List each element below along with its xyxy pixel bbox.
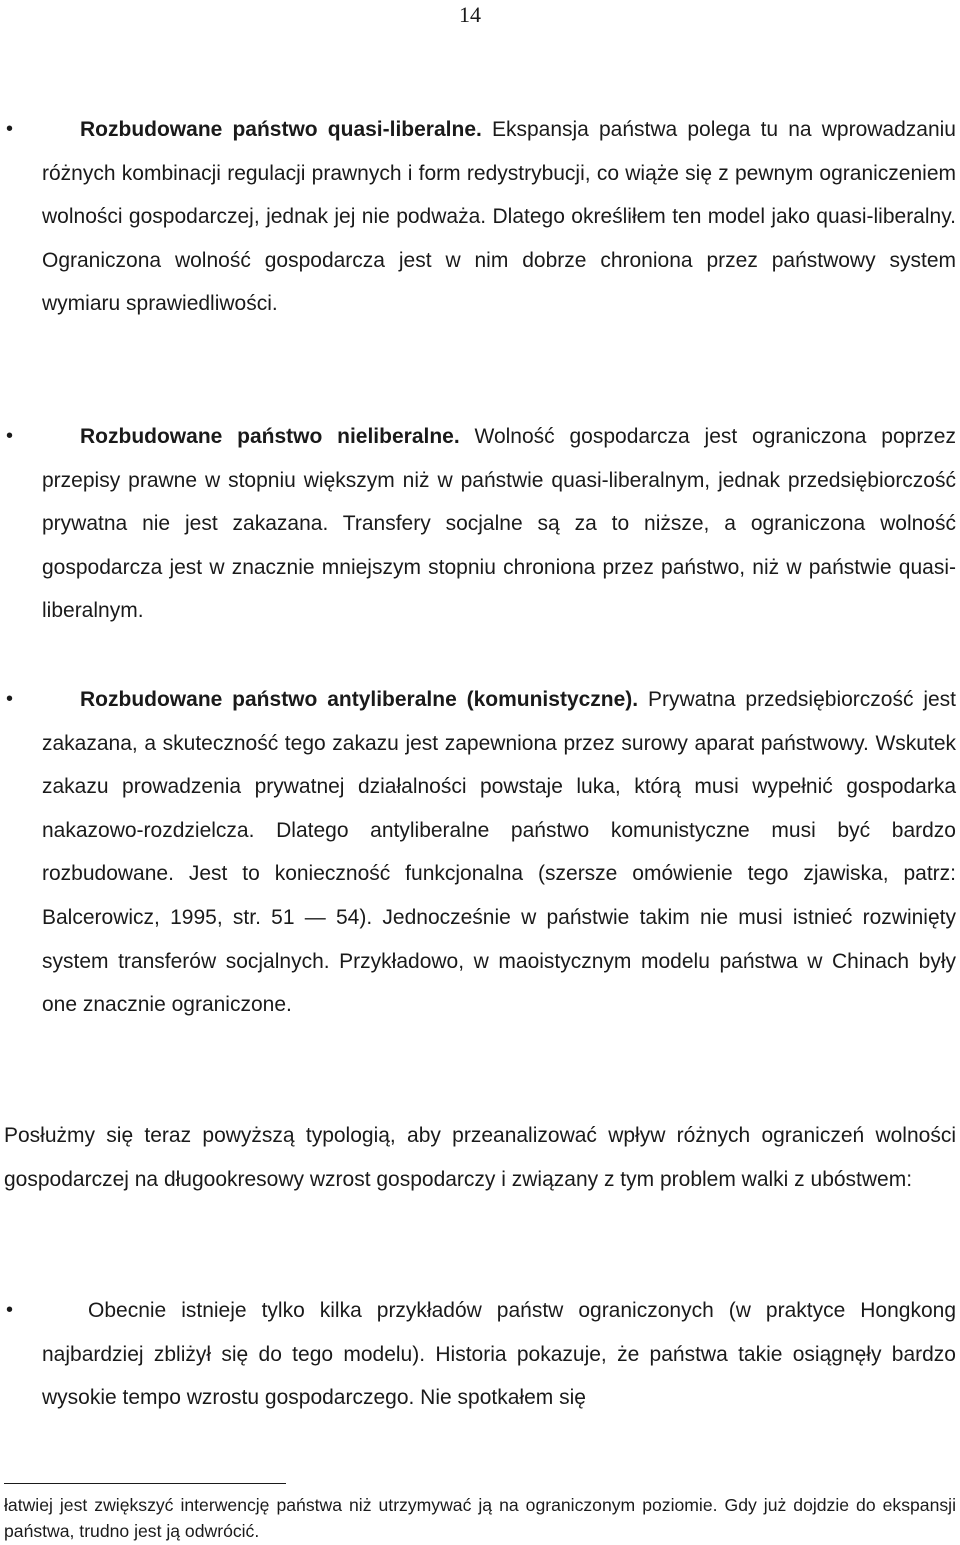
list-item-heading: Rozbudowane państwo antyliberalne (komunistyczne). bbox=[80, 688, 639, 711]
list-item-body: Prywatna przedsiębiorczość jest zakazana, a skuteczność tego zakazu jest zapewniona przez surowy aparat państwowy. Wskutek zakazu prowadzenia prywatnej działalności powstaje luka, którą musi wypełnić gospodarka nakazowo-rozdzielcza. Dlatego antyliberalne państwo komunistyczne musi być bardzo rozbudowane. Jest to konieczność funkcjonalna (szersze omówienie tego zjawiska, patrz: Balcerowicz, 1995, str. 51 — 54). Jednocześnie w państwie takim nie musi istnieć rozwinięty system transferów socjalnych. Przykładowo, w maoistycznym modelu państwa w Chinach były one znacznie ograniczone. bbox=[42, 688, 956, 1017]
list-item-quasi-liberal bbox=[6, 108, 956, 326]
list-item-body: Wolność gospodarcza jest ograniczona poprzez przepisy prawne w stopniu większym niż w państwie quasi-liberalnym, jednak przedsiębiorczość prywatna nie jest zakazana. Transfery socjalne są za to niższe, a ograniczona wolność gospodarcza jest w znacznie mniejszym stopniu chroniona przez państwo, niż w państwie quasi-liberalnym. bbox=[42, 425, 956, 623]
list-item-heading: Rozbudowane państwo quasi-liberalne. bbox=[80, 118, 482, 141]
list-item-nonliberal bbox=[6, 415, 956, 633]
list-item-text: Obecnie istnieje tylko kilka przykładów państw ograniczonych (w praktyce Hongkong najbardziej zbliżył się do tego modelu). Historia pokazuje, że państwa takie osiągnęły bardzo wysokie tempo wzrostu gospodarczego. Nie spotkałem się bbox=[42, 1299, 956, 1410]
footnote-separator bbox=[4, 1483, 286, 1484]
list-item-antiliberal bbox=[6, 678, 956, 1027]
bullet-marker: • bbox=[6, 688, 14, 710]
page-number: 14 bbox=[459, 2, 481, 27]
paragraph-text: Posłużmy się teraz powyższą typologią, aby przeanalizować wpływ różnych ograniczeń wolności gospodarczej na długookresowy wzrost gospodarczy i związany z tym problem walki z ubóstwem: bbox=[4, 1124, 956, 1191]
list-item-text bbox=[42, 108, 956, 326]
bullet-marker: • bbox=[6, 425, 14, 447]
list-item-heading: Rozbudowane państwo nieliberalne. bbox=[80, 425, 460, 448]
list-item-text bbox=[42, 678, 956, 1027]
bullet-marker: • bbox=[6, 1299, 14, 1321]
body-paragraph bbox=[4, 1114, 956, 1201]
list-item-text bbox=[42, 415, 956, 633]
bullet-marker: • bbox=[6, 118, 14, 140]
footnote: łatwiej jest zwiększyć interwencję państwa niż utrzymywać ją na ograniczonym poziomie. Gdy już dojdzie do ekspansji państwa, trudno jest ją odwrócić. bbox=[4, 1495, 956, 1541]
list-item-limited-state bbox=[6, 1289, 956, 1420]
list-item-body: Ekspansja państwa polega tu na wprowadzaniu różnych kombinacji regulacji prawnych i form redystrybucji, co wiąże się z pewnym ograniczeniem wolności gospodarczej, jednak jej nie podważa. Dlatego określiłem ten model jako quasi-liberalny. Ograniczona wolność gospodarcza jest w nim dobrze chroniona przez państwowy system wymiaru sprawiedliwości. bbox=[42, 118, 956, 316]
